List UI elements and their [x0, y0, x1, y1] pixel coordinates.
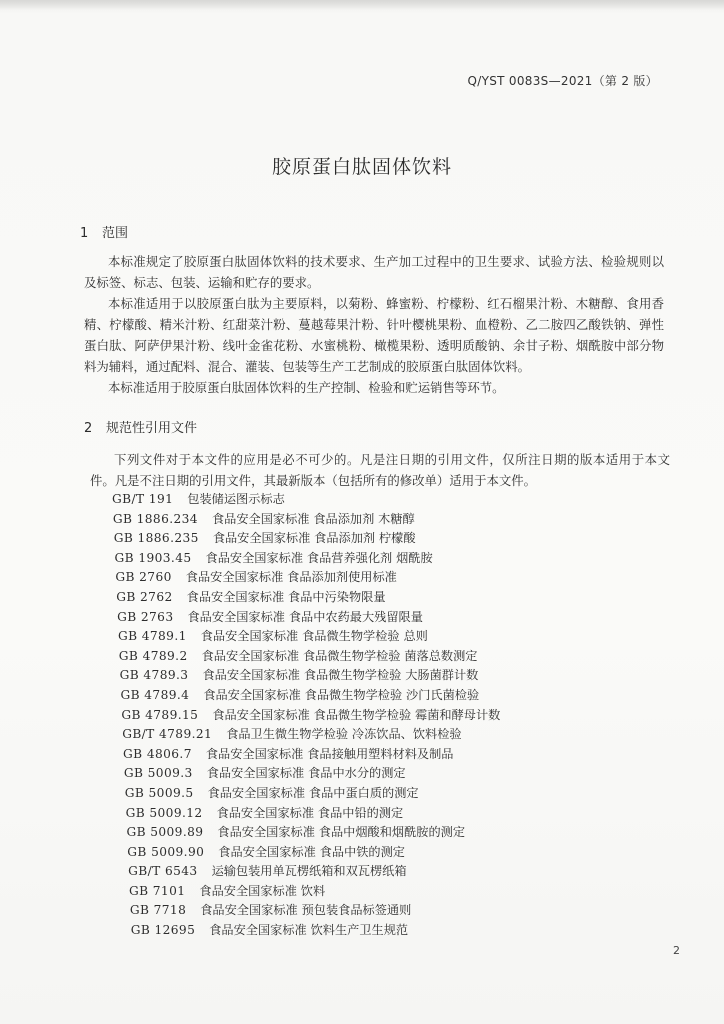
reference-code: GB 12695	[130, 923, 196, 938]
reference-item	[112, 490, 632, 510]
reference-code: GB 5009.5	[124, 785, 194, 800]
reference-code: GB 2763	[117, 609, 174, 624]
reference-item	[120, 666, 632, 686]
reference-title: 食品安全国家标准 食品中铅的测定	[216, 805, 404, 820]
reference-title: 食品安全国家标准 食品中农药最大残留限量	[187, 609, 423, 624]
section-2-number: 2	[84, 421, 93, 436]
reference-title: 食品安全国家标准 食品微生物学检验 霉菌和酵母计数	[212, 707, 501, 722]
reference-code: GB 4789.15	[121, 707, 199, 722]
reference-item	[121, 706, 632, 726]
reference-title: 食品安全国家标准 食品中烟酸和烟酰胺的测定	[217, 825, 466, 840]
reference-code: GB 1886.235	[113, 531, 199, 546]
reference-item	[115, 549, 632, 569]
reference-title: 食品安全国家标准 饮料	[199, 883, 326, 898]
section-1-para-2: 本标准适用于以胶原蛋白肽为主要原料，以菊粉、蜂蜜粉、柠檬粉、红石榴果汁粉、木糖醇、食用香精、柠檬酸、精米汁粉、红甜菜汁粉、蔓越莓果汁粉、针叶樱桃果粉、血橙粉、乙二胺四乙酸铁钠、弹性蛋白肽、阿萨伊果汁粉、线叶金雀花粉、水蜜桃粉、橄榄果粉、透明质酸钠、余甘子粉、烟酰胺中部分物料为辅料，通过配料、混合、灌装、包装等生产工艺制成的胶原蛋白肽固体饮料。	[84, 296, 664, 374]
reference-title: 食品安全国家标准 食品中污染物限量	[186, 589, 386, 604]
reference-title: 食品安全国家标准 饮料生产卫生规范	[209, 923, 409, 938]
reference-item	[128, 862, 632, 882]
reference-item	[116, 588, 632, 608]
reference-item	[124, 764, 632, 784]
reference-title: 食品安全国家标准 食品微生物学检验 菌落总数测定	[201, 648, 478, 663]
reference-title: 食品安全国家标准 食品微生物学检验 大肠菌群计数	[202, 668, 479, 683]
reference-code: GB 4789.2	[118, 648, 188, 663]
reference-code: GB 5009.90	[127, 844, 205, 859]
reference-code: GB/T 6543	[128, 864, 198, 879]
reference-item	[126, 804, 632, 824]
reference-item	[123, 745, 632, 765]
doc-number: Q/YST 0083S—2021（第 2 版）	[467, 74, 658, 88]
reference-title: 食品安全国家标准 食品中蛋白质的测定	[207, 785, 419, 800]
reference-code: GB 4806.7	[123, 746, 192, 761]
reference-item	[127, 843, 632, 863]
reference-item	[129, 882, 632, 902]
reference-code: GB 4789.1	[117, 629, 187, 644]
reference-title: 食品安全国家标准 食品中水分的测定	[206, 766, 406, 781]
reference-title: 食品安全国家标准 食品添加剂 柠檬酸	[212, 531, 416, 546]
reference-title: 包装储运图示标志	[187, 492, 285, 506]
reference-code: GB 7718	[129, 903, 187, 918]
reference-code: GB 5009.3	[123, 766, 193, 781]
reference-item	[118, 627, 632, 647]
reference-item	[113, 510, 632, 530]
reference-code: GB 5009.12	[125, 805, 203, 820]
scan-shadow	[0, 0, 724, 10]
reference-title: 食品卫生微生物学检验 冷冻饮品、饮料检验	[226, 727, 462, 742]
page-title: 胶原蛋白肽固体饮料	[271, 156, 452, 178]
section-1-number: 1	[80, 226, 89, 241]
section-1-para-1: 本标准规定了胶原蛋白肽固体饮料的技术要求、生产加工过程中的卫生要求、试验方法、检验规则以及标签、标志、包装、运输和贮存的要求。	[84, 254, 664, 290]
reference-item	[130, 901, 632, 921]
section-2-title: 规范性引用文件	[106, 421, 198, 436]
reference-title: 食品安全国家标准 预包装食品标签通则	[200, 903, 412, 918]
section-1-title: 范围	[102, 226, 129, 241]
reference-item	[126, 823, 632, 843]
reference-code: GB 1886.234	[112, 511, 198, 526]
section-2-heading	[84, 417, 197, 436]
reference-item	[121, 686, 633, 706]
reference-title: 食品安全国家标准 食品中铁的测定	[218, 844, 405, 859]
section-2-intro: 下列文件对于本文件的应用是必不可少的。凡是注日期的引用文件，仅所注日期的版本适用于本文件。凡是不注日期的引用文件，其最新版本（包括所有的修改单）适用于本文件。	[90, 452, 670, 488]
reference-code: GB 5009.89	[126, 825, 204, 840]
section-1-para-3: 本标准适用于胶原蛋白肽固体饮料的生产控制、检验和贮运销售等环节。	[108, 380, 505, 395]
page-number: 2	[673, 944, 680, 957]
reference-item	[119, 647, 632, 667]
reference-code: GB 7101	[129, 883, 186, 898]
reference-item	[122, 725, 632, 745]
reference-code: GB 4789.3	[119, 668, 189, 683]
reference-code: GB 2762	[116, 589, 173, 604]
reference-title: 运输包装用单瓦楞纸箱和双瓦楞纸箱	[211, 864, 407, 879]
reference-code: GB/T 4789.21	[122, 727, 213, 742]
reference-title: 食品安全国家标准 食品营养强化剂 烟酰胺	[205, 550, 433, 565]
reference-code: GB 1903.45	[114, 550, 192, 565]
reference-title: 食品安全国家标准 食品接触用塑料材料及制品	[205, 746, 454, 761]
reference-item	[115, 568, 632, 588]
reference-list	[112, 490, 632, 941]
reference-item	[125, 784, 632, 804]
reference-title: 食品安全国家标准 食品微生物学检验 总则	[200, 629, 428, 644]
section-1-heading	[80, 222, 128, 241]
reference-item	[117, 608, 632, 628]
reference-code: GB 4789.4	[120, 687, 190, 702]
reference-title: 食品安全国家标准 食品添加剂 木糖醇	[211, 511, 415, 526]
reference-item	[131, 921, 632, 941]
reference-title: 食品安全国家标准 食品微生物学检验 沙门氏菌检验	[203, 687, 480, 702]
reference-code: GB/T 191	[112, 492, 174, 506]
reference-code: GB 2760	[115, 570, 172, 585]
reference-item	[114, 529, 632, 549]
reference-title: 食品安全国家标准 食品添加剂使用标准	[185, 570, 397, 585]
